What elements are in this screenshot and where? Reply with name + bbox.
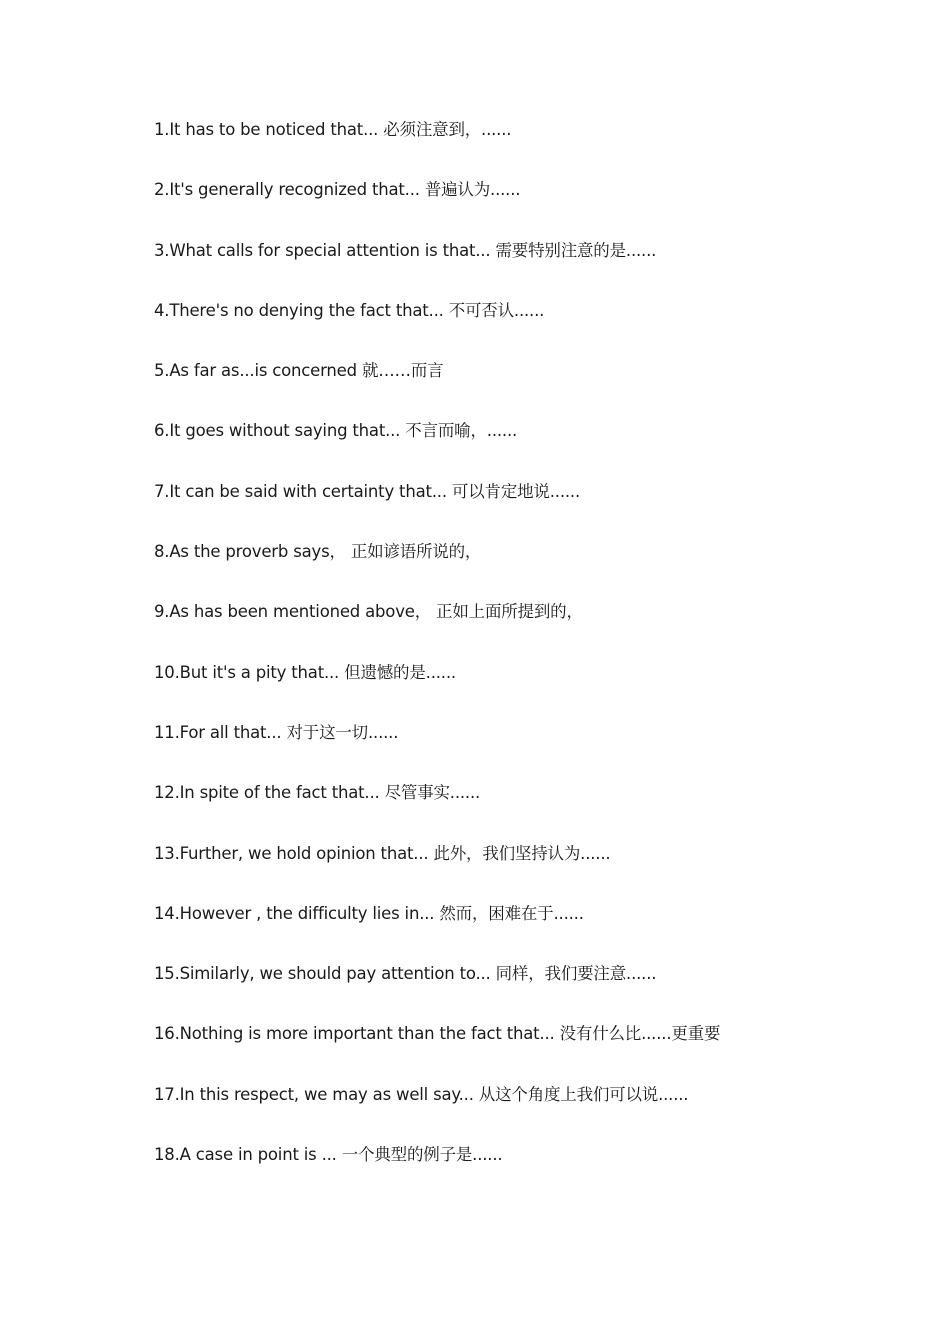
phrase-item: 17.In this respect, we may as well say... 从这个角度上我们可以说......: [154, 1084, 689, 1104]
phrase-item: 9.As has been mentioned above， 正如上面所提到的，: [154, 602, 583, 622]
phrase-item: 15.Similarly, we should pay attention to... 同样，我们要注意......: [154, 964, 657, 984]
phrase-item: 3.What calls for special attention is that... 需要特别注意的是......: [154, 240, 657, 260]
phrase-item: 11.For all that... 对于这一切......: [154, 722, 399, 742]
phrase-item: 5.As far as...is concerned 就……而言: [154, 361, 444, 381]
phrase-item: 14.However , the difficulty lies in... 然而，困难在于......: [154, 903, 584, 923]
phrase-item: 2.It's generally recognized that... 普遍认为......: [154, 180, 521, 200]
phrase-item: 16.Nothing is more important than the fact that... 没有什么比......更重要: [154, 1024, 721, 1044]
phrase-item: 4.There's no denying the fact that... 不可否认......: [154, 300, 545, 320]
phrase-item: 13.Further, we hold opinion that... 此外，我们坚持认为......: [154, 843, 611, 863]
phrase-item: 8.As the proverb says， 正如谚语所说的，: [154, 542, 482, 562]
phrase-item: 1.It has to be noticed that... 必须注意到，......: [154, 120, 512, 139]
phrase-list: [154, 118, 854, 1203]
phrase-item: 12.In spite of the fact that... 尽管事实......: [154, 783, 481, 803]
phrase-item: 18.A case in point is ... 一个典型的例子是......: [154, 1145, 503, 1165]
phrase-item: 10.But it's a pity that... 但遗憾的是......: [154, 662, 456, 682]
phrase-item: 7.It can be said with certainty that... 可以肯定地说......: [154, 481, 581, 501]
phrase-item: 6.It goes without saying that... 不言而喻，......: [154, 421, 518, 441]
